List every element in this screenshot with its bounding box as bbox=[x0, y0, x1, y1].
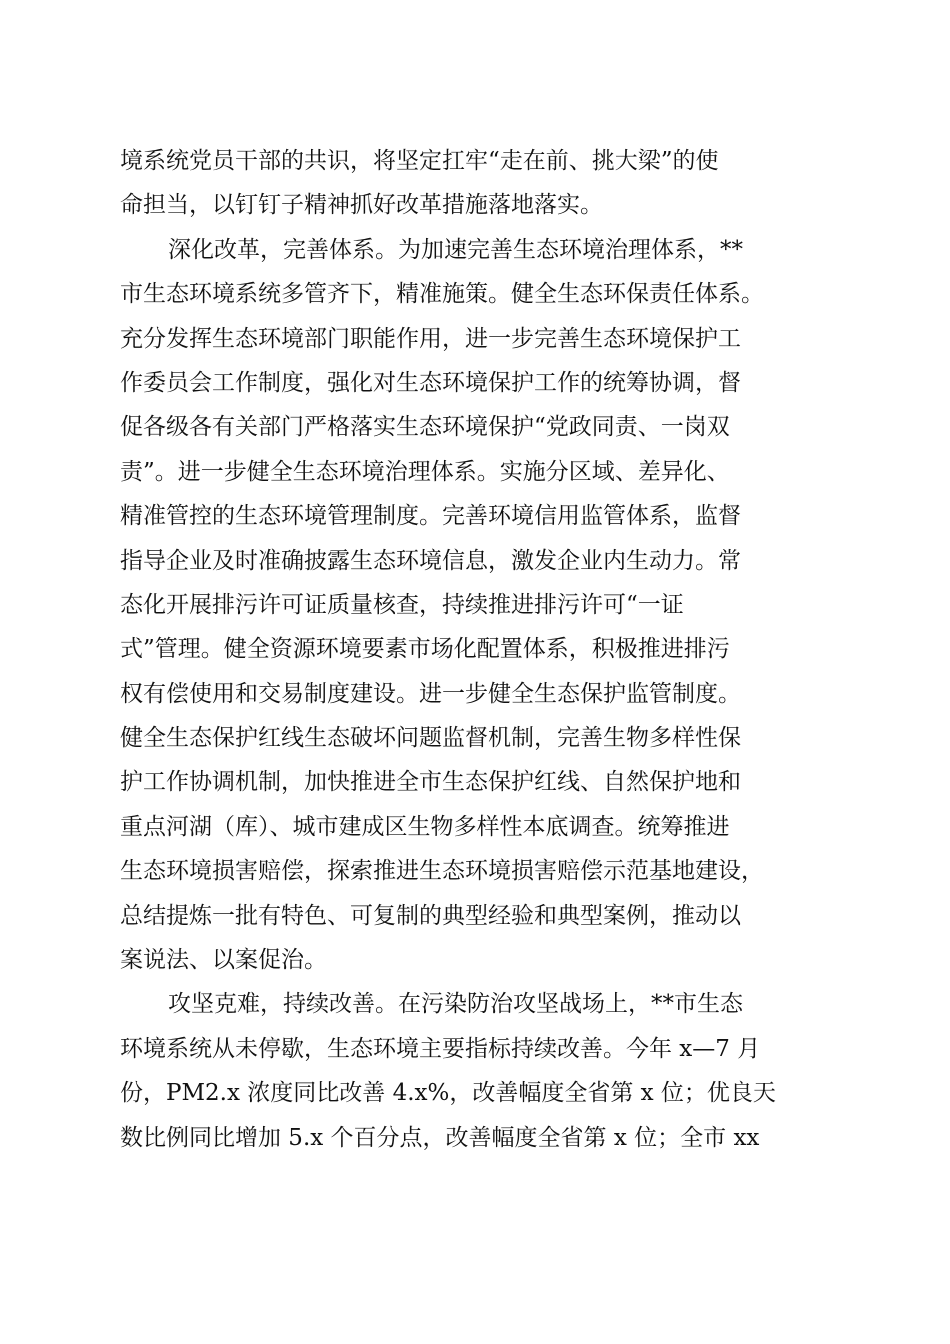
paragraph-3 bbox=[120, 982, 836, 1160]
text-line: 数比例同比增加 5.x 个百分点，改善幅度全省第 x 位；全市 xx bbox=[120, 1124, 760, 1151]
text-line: 促各级各有关部门严格落实生态环境保护“党政同责、一岗双 bbox=[120, 414, 730, 441]
text-line: 攻坚克难，持续改善。在污染防治攻坚战场上，**市生态 bbox=[168, 991, 743, 1018]
text-line: 总结提炼一批有特色、可复制的典型经验和典型案例，推动以 bbox=[120, 902, 741, 929]
text-line: 权有偿使用和交易制度建设。进一步健全生态保护监管制度。 bbox=[120, 680, 741, 707]
text-line: 重点河湖（库）、城市建成区生物多样性本底调查。统筹推进 bbox=[120, 813, 730, 840]
text-line: 式”管理。健全资源环境要素市场化配置体系，积极推进排污 bbox=[120, 636, 730, 663]
paragraph-2 bbox=[120, 228, 836, 983]
text-line: 市生态环境系统多管齐下，精准施策。健全生态环保责任体系。 bbox=[120, 281, 764, 308]
text-line: 健全生态保护红线生态破坏问题监督机制，完善生物多样性保 bbox=[120, 725, 741, 752]
text-line: 充分发挥生态环境部门职能作用，进一步完善生态环境保护工 bbox=[120, 325, 741, 352]
text-line: 责”。进一步健全生态环境治理体系。实施分区域、差异化、 bbox=[120, 458, 730, 485]
document-body bbox=[120, 139, 836, 1160]
text-line: 命担当，以钉钉子精神抓好改革措施落地落实。 bbox=[120, 192, 603, 219]
text-line: 精准管控的生态环境管理制度。完善环境信用监管体系，监督 bbox=[120, 503, 741, 530]
text-line: 环境系统从未停歇，生态环境主要指标持续改善。今年 x—7 月 bbox=[120, 1035, 761, 1062]
text-line: 指导企业及时准确披露生态环境信息，激发企业内生动力。常 bbox=[120, 547, 741, 574]
text-line: 态化开展排污许可证质量核查，持续推进排污许可“一证 bbox=[120, 591, 684, 618]
text-line: 护工作协调机制，加快推进全市生态保护红线、自然保护地和 bbox=[120, 769, 741, 796]
text-line: 境系统党员干部的共识，将坚定扛牢“走在前、挑大梁”的使 bbox=[120, 148, 719, 174]
paragraph-1 bbox=[120, 139, 836, 228]
text-line: 深化改革，完善体系。为加速完善生态环境治理体系，** bbox=[168, 236, 743, 263]
text-line: 生态环境损害赔偿，探索推进生态环境损害赔偿示范基地建设， bbox=[120, 858, 764, 885]
text-line: 作委员会工作制度，强化对生态环境保护工作的统筹协调，督 bbox=[120, 369, 741, 396]
text-line: 份，PM2.x 浓度同比改善 4.x%，改善幅度全省第 x 位；优良天 bbox=[120, 1080, 776, 1107]
text-line: 案说法、以案促治。 bbox=[120, 947, 327, 974]
